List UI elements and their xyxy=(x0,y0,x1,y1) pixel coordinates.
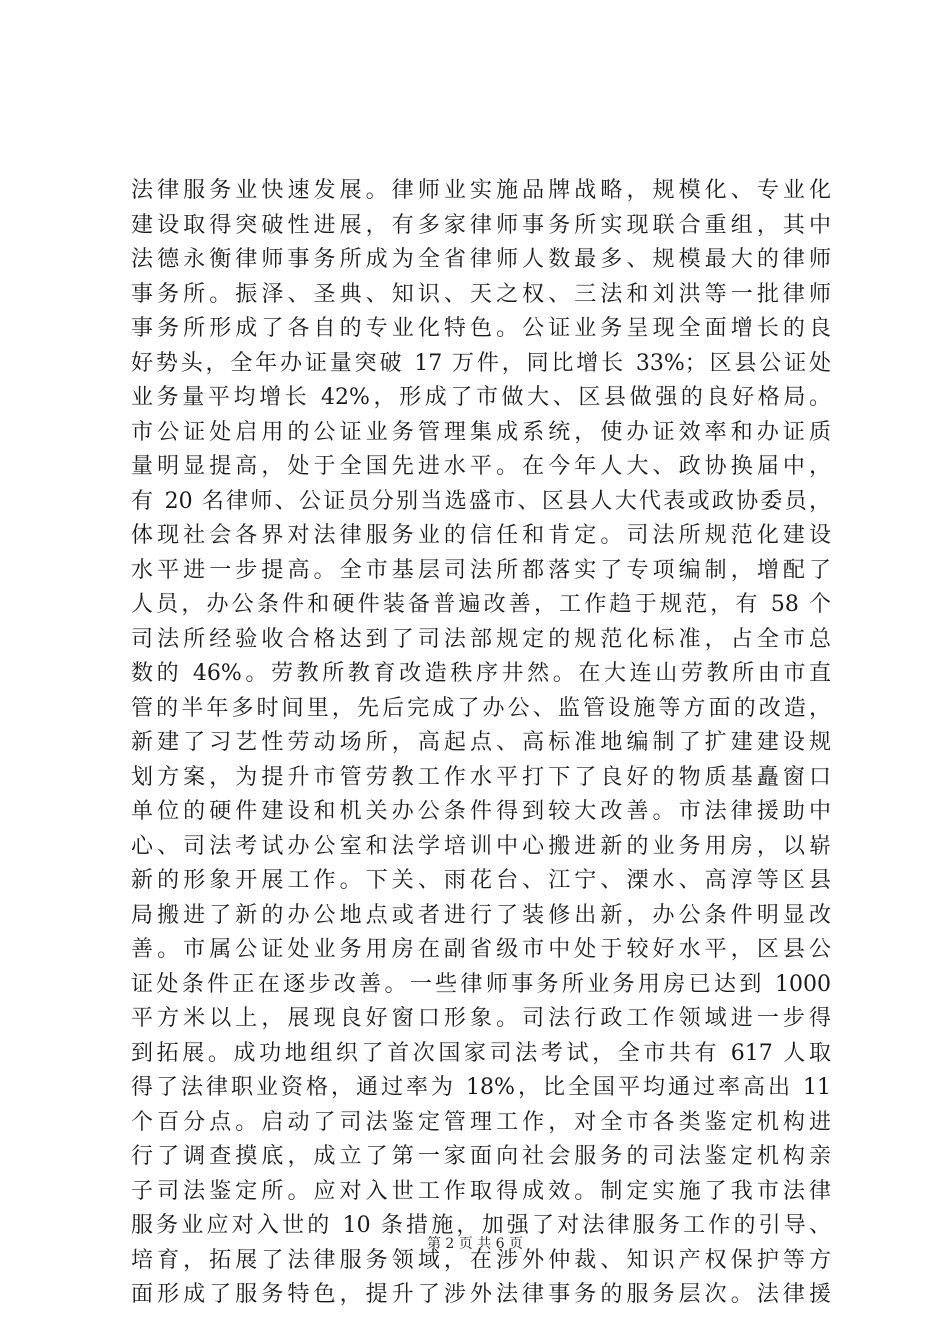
text-line: 业务量平均增长 42%，形成了市做大、区县做强的良好格局。 xyxy=(131,385,831,410)
text-line: 事务所。振泽、圣典、知识、天之权、三法和刘洪等一批律师 xyxy=(131,281,831,307)
text-line: 单位的硬件建设和机关办公条件得到较大改善。市法律援助中 xyxy=(131,799,831,824)
body-paragraph xyxy=(131,174,831,1313)
page-footer: 第 2 页 共 6 页 xyxy=(426,1236,524,1252)
text-line: 建设取得突破性进展，有多家律师事务所实现联合重组，其中 xyxy=(131,212,831,238)
text-line: 新建了习艺性劳动场所，高起点、高标准地编制了扩建建设规 xyxy=(131,730,831,755)
text-line: 到拓展。成功地组织了首次国家司法考试，全市共有 617 人取 xyxy=(131,1040,831,1066)
text-line: 事务所形成了各自的专业化特色。公证业务呈现全面增长的良 xyxy=(131,316,831,341)
text-line: 法德永衡律师事务所成为全省律师人数最多、规模最大的律师 xyxy=(131,247,831,272)
text-line: 好势头，全年办证量突破 17 万件，同比增长 33%；区县公证处 xyxy=(131,350,831,376)
text-line: 平方米以上，展现良好窗口形象。司法行政工作领域进一步得 xyxy=(131,1006,831,1031)
text-line: 数的 46%。劳教所教育改造秩序井然。在大连山劳教所由市直 xyxy=(131,661,831,686)
text-line: 行了调查摸底，成立了第一家面向社会服务的司法鉴定机构亲 xyxy=(131,1144,831,1169)
text-line: 心、司法考试办公室和法学培训中心搬进新的业务用房，以崭 xyxy=(131,833,831,859)
text-line: 个百分点。启动了司法鉴定管理工作，对全市各类鉴定机构进 xyxy=(131,1109,831,1135)
text-line: 得了法律职业资格，通过率为 18%，比全国平均通过率高出 11 xyxy=(131,1075,831,1100)
text-line: 有 20 名律师、公证员分别当选盛市、区县人大代表或政协委员， xyxy=(131,488,831,514)
text-line: 体现社会各界对法律服务业的信任和肯定。司法所规范化建设 xyxy=(131,523,831,548)
text-line: 证处条件正在逐步改善。一些律师事务所业务用房已达到 1000 xyxy=(131,971,831,997)
text-line: 市公证处启用的公证业务管理集成系统，使办证效率和办证质 xyxy=(131,419,831,445)
text-line: 量明显提高，处于全国先进水平。在今年人大、政协换届中， xyxy=(131,454,831,479)
text-line: 人员，办公条件和硬件装备普遍改善，工作趋于规范，有 58 个 xyxy=(131,592,831,617)
text-line: 服务业应对入世的 10 条措施，加强了对法律服务工作的引导、 xyxy=(131,1213,831,1238)
text-line: 局搬进了新的办公地点或者进行了装修出新，办公条件明显改 xyxy=(131,902,831,928)
text-line: 司法所经验收合格达到了司法部规定的规范化标准，占全市总 xyxy=(131,626,831,652)
text-line: 水平进一步提高。全市基层司法所都落实了专项编制，增配了 xyxy=(131,557,831,583)
text-line: 法律服务业快速发展。律师业实施品牌战略，规模化、专业化 xyxy=(131,178,831,203)
text-line: 面形成了服务特色，提升了涉外法律事务的服务层次。法律援 xyxy=(131,1282,831,1307)
text-line: 划方案，为提升市管劳教工作水平打下了良好的物质基矗窗口 xyxy=(131,764,831,790)
text-line: 培育，拓展了法律服务领域，在涉外仲裁、知识产权保护等方 xyxy=(131,1247,831,1273)
text-line: 善。市属公证处业务用房在副省级市中处于较好水平，区县公 xyxy=(131,937,831,962)
text-line: 子司法鉴定所。应对入世工作取得成效。制定实施了我市法律 xyxy=(131,1178,831,1204)
text-line: 管的半年多时间里，先后完成了办公、监管设施等方面的改造， xyxy=(131,695,831,721)
text-line: 新的形象开展工作。下关、雨花台、江宁、溧水、高淳等区县 xyxy=(131,868,831,893)
